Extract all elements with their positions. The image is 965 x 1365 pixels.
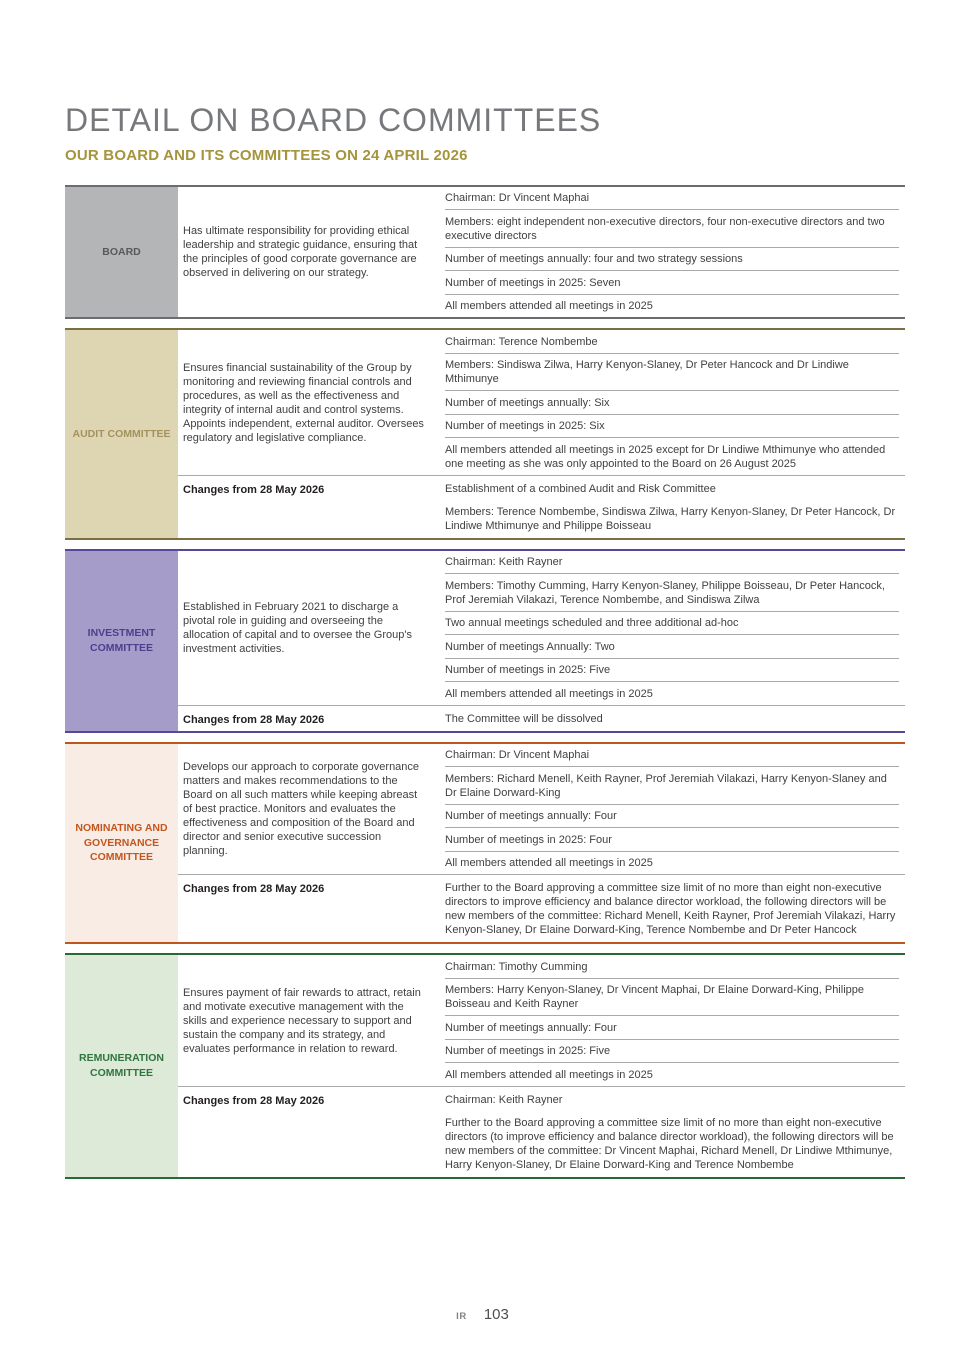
board-content xyxy=(178,187,905,318)
detail-row-members: Members: Timothy Cumming, Harry Kenyon-Slaney, Philippe Boisseau, Dr Peter Hancock, Prof Jeremiah Vilakazi, Terence Nombembe, and Sindiswa Zilwa xyxy=(445,573,899,611)
nominating-changes-row xyxy=(178,874,905,942)
nominating-label-cell xyxy=(65,744,178,943)
detail-row-members: Members: Richard Menell, Keith Rayner, Prof Jeremiah Vilakazi, Harry Kenyon-Slaney and Dr Elaine Dorward-King xyxy=(445,766,899,804)
investment-changes-row xyxy=(178,705,905,731)
report-tag: IR xyxy=(456,1311,467,1322)
investment-details xyxy=(440,551,905,705)
investment-changes-details xyxy=(440,706,905,731)
changes-paragraph: Further to the Board approving a committee size limit of no more than eight non-executive directors (to improve efficiency and balance director workload), the following directors will be new members of the committee: Dr Vincent Maphai, Richard Menell, Dr Lindiwe Mthimunye, Harry Kenyon-Slaney, Dr Elaine Dorward-King and Terence Nombembe xyxy=(445,1116,894,1171)
board-main-row xyxy=(178,187,905,318)
detail-row-members: Members: Sindiswa Zilwa, Harry Kenyon-Slaney, Dr Peter Hancock and Dr Lindiwe Mthimunye xyxy=(445,353,899,391)
remuneration-main-row xyxy=(178,955,905,1086)
detail-row-chairman: Chairman: Terence Nombembe xyxy=(445,335,598,348)
detail-row-attendance: All members attended all meetings in 2025 xyxy=(445,681,899,705)
audit-changes-details xyxy=(440,476,905,538)
page-footer xyxy=(0,1306,965,1323)
detail-row-meetings-annually: Number of meetings annually: four and two strategy sessions xyxy=(445,247,899,271)
board-details xyxy=(440,187,905,318)
section-nominating-governance-committee xyxy=(65,742,905,945)
detail-row-chairman: Chairman: Timothy Cumming xyxy=(445,960,588,973)
remuneration-description: Ensures payment of fair rewards to attract, retain and motivate executive management with the skills and experience necessary to support and sustain the company and its strategy, and evaluates performance in relation to reward. xyxy=(183,986,421,1055)
audit-label: AUDIT COMMITTEE xyxy=(72,427,171,440)
nominating-changes-details xyxy=(440,875,905,942)
board-label: BOARD xyxy=(102,245,141,258)
detail-row-meetings-annually: Number of meetings annually: Four xyxy=(445,1015,899,1039)
board-label-cell xyxy=(65,187,178,318)
committees-table xyxy=(65,185,905,1179)
detail-row-members: Members: eight independent non-executive directors, four non-executive directors and two executive directors xyxy=(445,209,899,247)
changes-label: Changes from 28 May 2026 xyxy=(183,1094,325,1107)
changes-paragraph: The Committee will be dissolved xyxy=(445,712,603,725)
detail-row-meetings-annually: Number of meetings Annually: Two xyxy=(445,634,899,658)
remuneration-label: REMUNERATION COMMITTEE xyxy=(79,1052,164,1080)
detail-row-meetings-2025: Number of meetings in 2025: Six xyxy=(445,414,899,438)
page-title: DETAIL ON BOARD COMMITTEES xyxy=(65,102,602,138)
section-investment-committee xyxy=(65,549,905,733)
changes-label: Changes from 28 May 2026 xyxy=(183,483,325,496)
section-audit-committee xyxy=(65,328,905,540)
nominating-label: NOMINATING AND GOVERNANCE COMMITTEE xyxy=(75,822,168,864)
audit-main-row xyxy=(178,330,905,475)
investment-main-row xyxy=(178,551,905,705)
changes-paragraph: Members: Terence Nombembe, Sindiswa Zilwa, Harry Kenyon-Slaney, Dr Peter Hancock, Dr Lindiwe Mthimunye and Philippe Boisseau xyxy=(445,505,896,532)
remuneration-content xyxy=(178,955,905,1177)
changes-paragraph: Chairman: Keith Rayner xyxy=(445,1093,563,1106)
detail-row-meetings-annually: Number of meetings annually: Four xyxy=(445,804,899,828)
section-remuneration-committee xyxy=(65,953,905,1179)
remuneration-details xyxy=(440,955,905,1086)
detail-row-meetings-annually: Number of meetings annually: Six xyxy=(445,390,899,414)
audit-label-cell xyxy=(65,330,178,538)
remuneration-changes-row xyxy=(178,1086,905,1177)
nominating-details xyxy=(440,744,905,875)
audit-changes-row xyxy=(178,475,905,538)
detail-row-chairman: Chairman: Keith Rayner xyxy=(445,556,563,569)
nominating-description: Develops our approach to corporate governance matters and makes recommendations to the Board on all such matters while keeping abreast of best practice. Monitors and evaluates the effectiveness and composition of the Board and director and senior executive succession planning. xyxy=(183,761,420,858)
detail-row-attendance: All members attended all meetings in 2025 xyxy=(445,294,899,318)
audit-details xyxy=(440,330,905,475)
page-subtitle: OUR BOARD AND ITS COMMITTEES ON 24 APRIL 2026 xyxy=(65,146,468,164)
detail-row-attendance: All members attended all meetings in 2025 xyxy=(445,851,899,875)
board-description: Has ultimate responsibility for providing ethical leadership and strategic guidance, ensuring that the principles of good corporate governance are observed in delivering on our strategy. xyxy=(183,225,418,280)
audit-description: Ensures financial sustainability of the Group by monitoring and reviewing financial controls and procedures, as well as the effectiveness and integrity of internal audit and control systems. Appoints independent, external auditor. Oversees regulatory and legislative compliance. xyxy=(183,361,424,444)
section-board xyxy=(65,185,905,320)
detail-row-attendance: All members attended all meetings in 2025 except for Dr Lindiwe Mthimunye who attended one meeting as she was only appointed to the Board on 26 August 2025 xyxy=(445,437,899,475)
detail-row-meetings-2025: Number of meetings in 2025: Five xyxy=(445,1039,899,1063)
page-number: 103 xyxy=(483,1306,509,1323)
detail-row-meetings-2025: Number of meetings in 2025: Four xyxy=(445,827,899,851)
content-area xyxy=(65,102,905,1188)
changes-paragraph: Establishment of a combined Audit and Risk Committee xyxy=(445,482,716,495)
detail-row-chairman: Chairman: Dr Vincent Maphai xyxy=(445,192,590,205)
changes-paragraph: Further to the Board approving a committee size limit of no more than eight non-executive directors to improve efficiency and balance director workload, the following directors will be new members of the committee: Richard Menell, Keith Rayner, Prof Jeremiah Vilakazi, Harry Kenyon-Slaney, Dr Elaine Dorward-King, Terence Nombembe and Dr Peter Hancock xyxy=(445,882,896,937)
remuneration-label-cell xyxy=(65,955,178,1177)
investment-description: Established in February 2021 to discharge a pivotal role in guiding and overseeing the allocation of capital and to oversee the Group's investment activities. xyxy=(183,600,412,655)
changes-label: Changes from 28 May 2026 xyxy=(183,713,325,726)
detail-row-meetings-2025: Number of meetings in 2025: Seven xyxy=(445,270,899,294)
detail-row-meetings-2025: Number of meetings in 2025: Five xyxy=(445,658,899,682)
detail-row-chairman: Chairman: Dr Vincent Maphai xyxy=(445,749,590,762)
remuneration-changes-details xyxy=(440,1087,905,1177)
audit-content xyxy=(178,330,905,538)
nominating-main-row xyxy=(178,744,905,875)
nominating-content xyxy=(178,744,905,943)
detail-row-attendance: All members attended all meetings in 2025 xyxy=(445,1062,899,1086)
detail-row-meeting-schedule: Two annual meetings scheduled and three additional ad-hoc xyxy=(445,611,899,635)
investment-content xyxy=(178,551,905,731)
changes-label: Changes from 28 May 2026 xyxy=(183,883,325,896)
investment-label-cell xyxy=(65,551,178,731)
detail-row-members: Members: Harry Kenyon-Slaney, Dr Vincent Maphai, Dr Elaine Dorward-King, Philippe Boisseau and Keith Rayner xyxy=(445,978,899,1016)
investment-label: INVESTMENT COMMITTEE xyxy=(87,627,156,654)
